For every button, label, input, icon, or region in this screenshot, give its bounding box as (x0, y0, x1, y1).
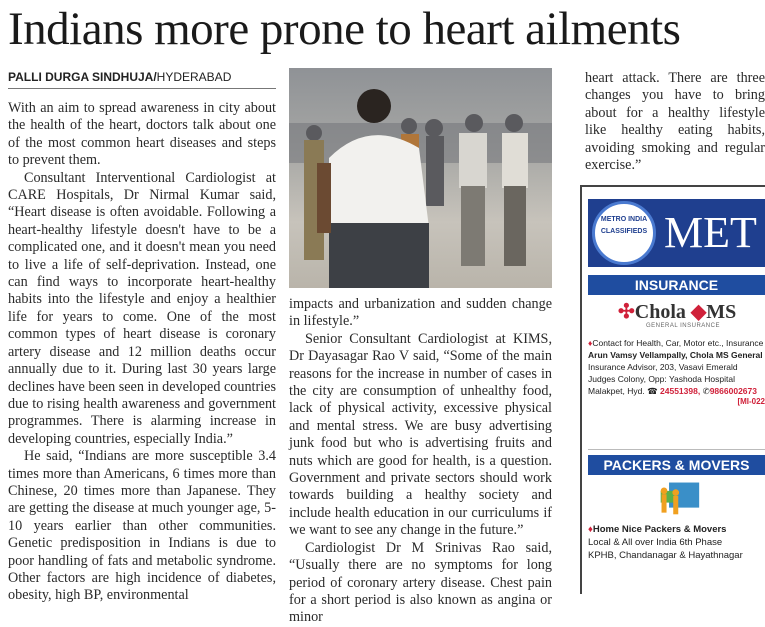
headline: Indians more prone to heart ailments (8, 3, 681, 55)
phone-icon: ☎ (647, 386, 661, 396)
bullet-icon: ♦ (588, 338, 593, 348)
classifieds-ad (580, 185, 765, 594)
paragraph: With an aim to spread awareness in city about the health of the heart, doctors talk about one of the most common heart diseases and steps to prevent them. (8, 100, 276, 169)
paragraph: He said, “Indians are more susceptible 3.4 times more than Americans, 6 times more than Chinese, 20 times more than Japanese. They are getting the disease at much younger age, 5-10 years earlier than other communities. Genetic predisposition in Indians is due to poor handling of fats and metabolic syndrome. Other factors are high incidence of diabetes, obesity, high BP, environmental (8, 448, 276, 604)
metro-india-logo: METRO INDIA CLASSIFIEDS (592, 201, 656, 265)
article-column-2 (289, 296, 552, 627)
paragraph: Consultant Interventional Cardiologist at CARE Hospitals, Dr Nirmal Kumar said, “Heart disease is often avoidable. Following a heart-healthy lifestyle doesn't have to be a complicated one, and it doesn't mean you need to live a life of self-deprivation. Instead, one can find ways to incorporate heart-healthy habits into the lifestyle and enjoy a healthier life for years to come. One of the most common types of heart disease is coronary artery disease and 12 million deaths occur annually due to it. During last 30 years large declines have been seen in developed countries due to rising health awareness and government programmes. There is alarming increase in developing countries, especially India.” (8, 169, 276, 447)
byline-location: HYDERABAD (156, 70, 232, 84)
insurance-details: ♦Contact for Health, Car, Motor etc., Insurance Arun Vamsy Vellampally, Chola MS General Insurance Advisor, 203, Vasavi Emerald Judges Colony, Opp: Yashoda Hospital Malakpet, Hyd. ☎ 24551398, ✆9866002673 [MI-022 (588, 338, 765, 406)
article-column-3 (585, 70, 765, 174)
insurance-heading: INSURANCE (588, 275, 765, 295)
ad-banner-title: MET (664, 208, 757, 257)
diamond-icon: ◆ (690, 301, 707, 323)
chola-logo: ✣Chola ◆MS (618, 301, 737, 323)
paragraph: Cardiologist Dr M Srinivas Rao said, “Usually there are no symptoms for long period of coronary artery disease. Chest pain for a short period is also known as angina or minor (289, 539, 552, 626)
chola-icon: ✣ (618, 301, 635, 323)
byline-author: PALLI DURGA SINDHUJA/ (8, 70, 157, 84)
packers-heading: PACKERS & MOVERS (588, 455, 765, 475)
article-column-1 (8, 100, 276, 605)
bullet-icon: ♦ (588, 524, 593, 535)
paragraph: heart attack. There are three changes you have to bring about for a healthy lifestyle like healthy eating habits, avoiding smoking and regular exercise.” (585, 70, 765, 174)
packers-details: ♦Home Nice Packers & Movers Local & All over India 6th Phase KPHB, Chandanagar & Hayathnagar (588, 524, 743, 561)
divider (588, 449, 765, 450)
mobile-icon: ✆ (702, 386, 710, 396)
article-photo (289, 68, 552, 288)
moving-truck-icon (654, 479, 700, 517)
paragraph: impacts and urbanization and sudden change in lifestyle.” (289, 296, 552, 330)
ad-banner (588, 199, 765, 267)
byline (8, 70, 276, 89)
chola-subtitle: GENERAL INSURANCE (646, 323, 720, 329)
paragraph: Senior Consultant Cardiologist at KIMS, Dr Dayasagar Rao V said, “Some of the main reasons for the increase in number of cases in the city are consumption of unhealthy food, lack of physical activity, excessive physical and mental stress. We are busy advertising junk food but who is advertising fruits and nuts which are good for health, is a question. Government and private sectors should work towards building a healthy society and include health education in our curriculums if we want to see any change in the future.” (289, 330, 552, 539)
